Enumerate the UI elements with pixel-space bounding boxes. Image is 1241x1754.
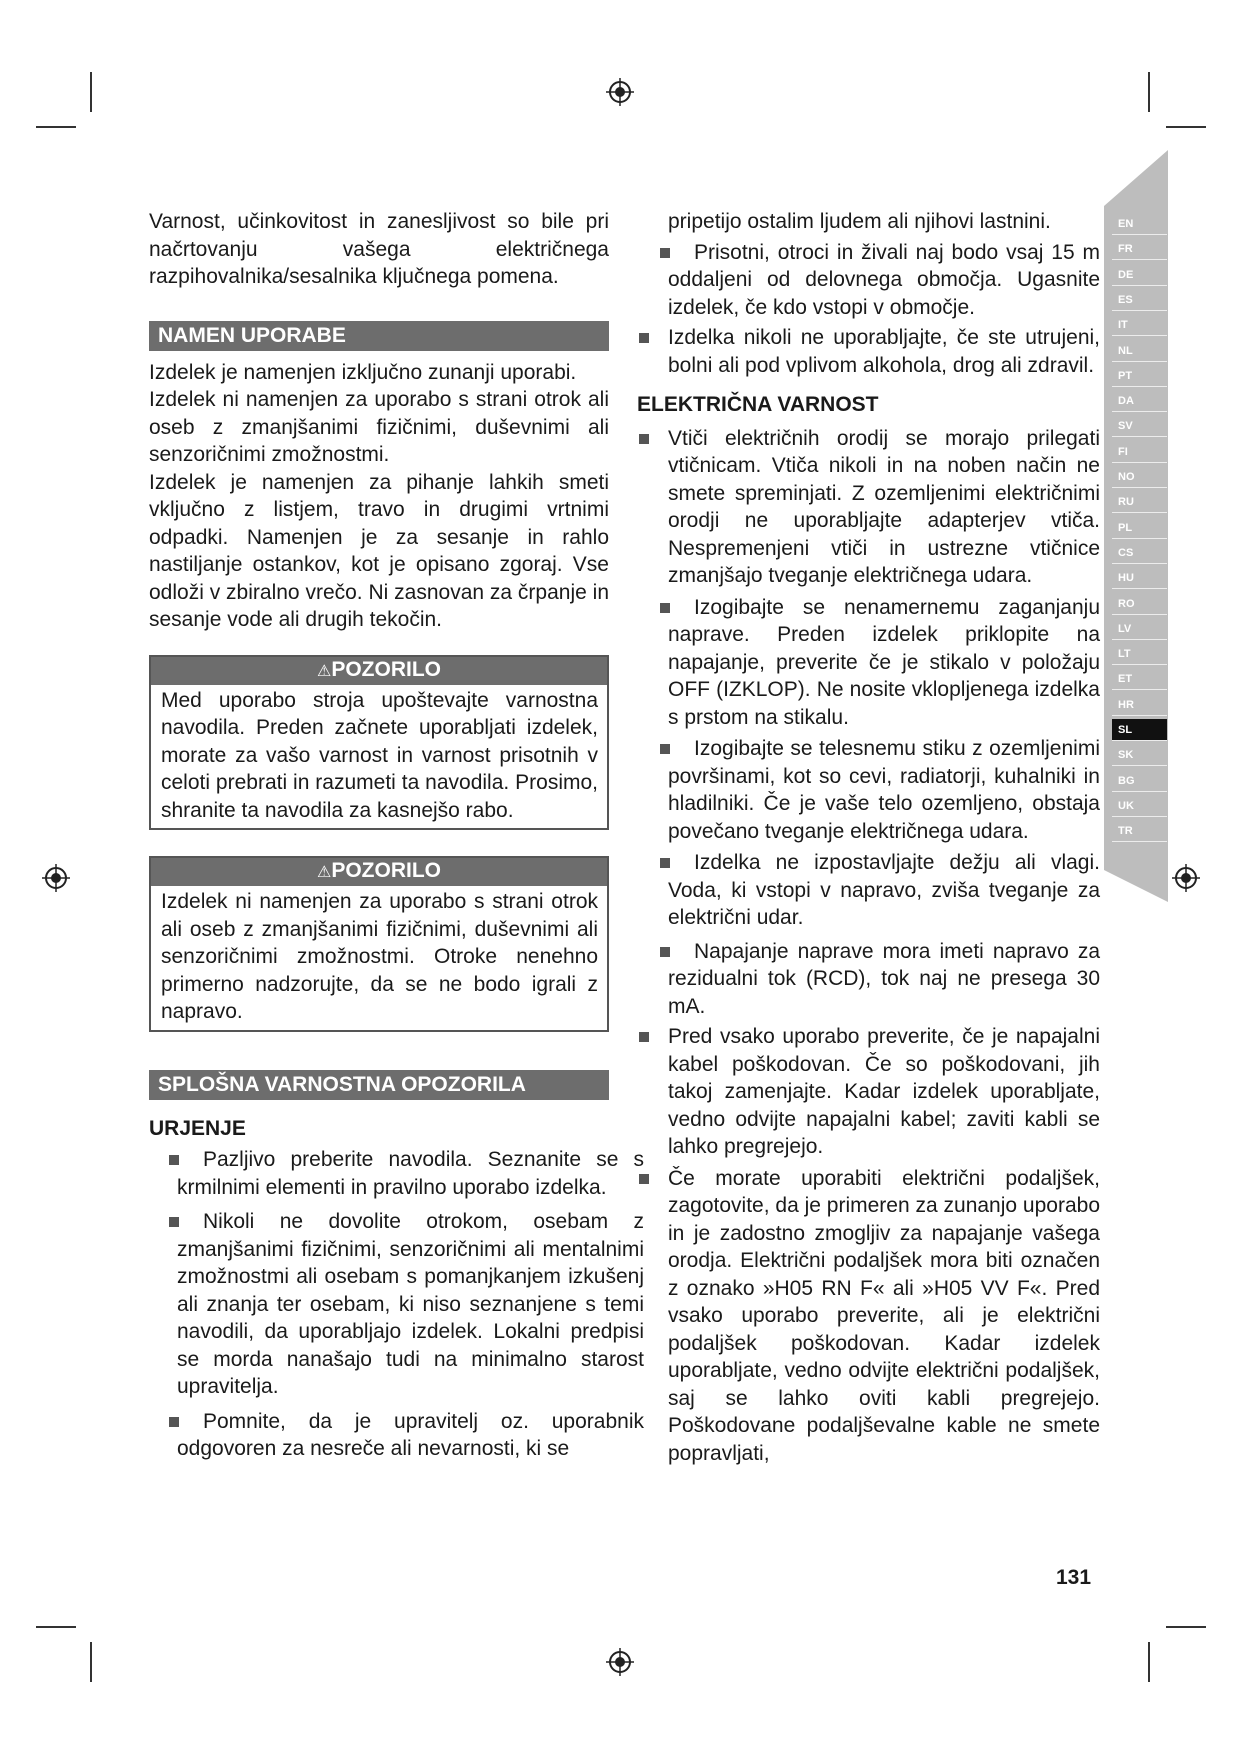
list-item: Pred vsako uporabo preverite, če je napajalni kabel poškodovan. Če so poškodovani, jih takoj zamenjajte. Kadar izdelek uporabljate, vedno odvijte napajalni kabel; zaviti kabli se lahko pregrejejo.	[637, 1023, 1100, 1161]
language-tab-lt[interactable]: LT	[1112, 643, 1167, 665]
crop-mark	[1148, 1642, 1150, 1682]
warning-text: Med uporabo stroja upoštevajte varnostna navodila. Preden začnete uporabljati izdelek, morate za vašo varnost in varnost prisotnih v celoti prebrati in razumeti ta navodila. Prosimo, shranite ta navodila za kasnejšo rabo.	[161, 688, 598, 822]
bullet-icon	[639, 1174, 649, 1184]
bullet-icon	[660, 744, 670, 754]
language-tab-pt[interactable]: PT	[1112, 365, 1167, 387]
namen-paragraph: Izdelek je namenjen za pihanje lahkih smeti vključno z listjem, travo in drugimi vrtnimi odpadki. Namenjen je za sesanje in rahlo nastiljanje ostankov, kot je opisano zgoraj. Vse odloži v zbiralno vrečo. Ni zasnovan za črpanje in sesanje vode ali drugih tekočin.	[149, 470, 609, 631]
crop-mark	[90, 1642, 92, 1682]
language-tab-lv[interactable]: LV	[1112, 618, 1167, 640]
continuation-text: pripetijo ostalim ljudem ali njihovi lastnini.	[668, 210, 1051, 233]
list-item: Vtiči električnih orodij se morajo prilegati vtičnicam. Vtiča nikoli in na noben način ne smete spreminjati. Z ozemljenimi električnimi orodji ne uporabljajte adapterjev vtiča. Nespremenjeni vtiči in ustrezne vtičnice zmanjšajo tveganje električnega udara.	[637, 425, 1100, 590]
warning-icon: ⚠	[316, 864, 332, 881]
list-item: Če morate uporabiti električni podaljšek, zagotovite, da je primeren za zunanjo uporabo in je zadostno zmogljiv za napajanje vašega orodja. Električni podaljšek mora biti označen z oznako »H05 RN F« ali »H05 VV F«. Pred vsako uporabo preverite, ali je električni podaljšek poškodovan. Kadar izdelek uporabljate, vedno odvijte električni podaljšek, saj se lahko oviti kabli pregrejejo. Poškodovane podaljševalne kable ne smete popravljati,	[637, 1165, 1100, 1468]
warning-title: POZORILO	[331, 859, 441, 882]
language-tab-en[interactable]: EN	[1112, 213, 1167, 235]
registration-mark-icon	[606, 1648, 634, 1676]
language-tab-sl[interactable]: SL	[1112, 719, 1167, 741]
subheading-urjenje: URJENJE	[149, 1116, 246, 1140]
language-tab-es[interactable]: ES	[1112, 289, 1167, 311]
crop-mark	[90, 72, 92, 112]
bullet-icon	[660, 603, 670, 613]
language-tab-uk[interactable]: UK	[1112, 795, 1167, 817]
left-column	[149, 208, 644, 1463]
language-tab-nl[interactable]: NL	[1112, 340, 1167, 362]
section-header-splosna: SPLOŠNA VARNOSTNA OPOZORILA	[149, 1070, 609, 1100]
bullet-icon	[660, 858, 670, 868]
list-item: Napajanje naprave mora imeti napravo za rezidualni tok (RCD), tok naj ne presega 30 mA.	[637, 938, 1100, 1021]
namen-paragraph: Izdelek je namenjen izključno zunanji uporabi.	[149, 360, 577, 384]
crop-mark	[36, 1626, 76, 1628]
list-item: Prisotni, otroci in živali naj bodo vsaj 15 m oddaljeni od delovnega območja. Ugasnite izdelek, če kdo vstopi v območje.	[637, 239, 1100, 322]
crop-mark	[1166, 126, 1206, 128]
language-tab-de[interactable]: DE	[1112, 264, 1167, 286]
language-tab-no[interactable]: NO	[1112, 466, 1167, 488]
warning-title: POZORILO	[331, 657, 441, 681]
bullet-icon	[169, 1155, 179, 1165]
language-tab-da[interactable]: DA	[1112, 390, 1167, 412]
crop-mark	[1148, 72, 1150, 112]
language-tab-pl[interactable]: PL	[1112, 517, 1167, 539]
list-item: Izogibajte se nenamernemu zaganjanju naprave. Preden izdelek priklopite na napajanje, preverite če je stikalo v položaju OFF (IZKLOP). Ne nosite vklopljenega izdelka s prstom na stikalu.	[637, 594, 1100, 732]
list-item: Pazljivo preberite navodila. Seznanite se s krmilnimi elementi in pravilno uporabo izdelka.	[149, 1146, 644, 1201]
language-tab-tr[interactable]: TR	[1112, 820, 1167, 842]
warning-text: Izdelek ni namenjen za uporabo s strani otrok ali oseb z zmanjšanimi fizičnimi, duševnimi ali senzoričnimi zmožnostmi. Otroke nenehno primerno nadzorujte, da se ne bodo igrali z napravo.	[161, 890, 598, 1023]
section-header-namen: NAMEN UPORABE	[149, 321, 609, 351]
crop-mark	[36, 126, 76, 128]
crop-mark	[1166, 1626, 1206, 1628]
language-tab-et[interactable]: ET	[1112, 668, 1167, 690]
language-tab-fr[interactable]: FR	[1112, 238, 1167, 260]
language-tab-it[interactable]: IT	[1112, 314, 1167, 336]
warning-box	[149, 856, 609, 1032]
namen-paragraph: Izdelek ni namenjen za uporabo s strani otrok ali oseb z zmanjšanimi fizičnimi, duševnimi ali senzoričnimi zmožnostmi.	[149, 388, 609, 466]
language-tab-hr[interactable]: HR	[1112, 694, 1167, 716]
language-tab-hu[interactable]: HU	[1112, 567, 1167, 589]
registration-mark-icon	[42, 864, 70, 892]
registration-mark-icon	[606, 78, 634, 106]
warning-icon: ⚠	[316, 662, 332, 680]
bullet-icon	[660, 248, 670, 258]
list-item: Pomnite, da je upravitelj oz. uporabnik odgovoren za nesreče ali nevarnosti, ki se	[149, 1408, 644, 1463]
bullet-icon	[169, 1417, 179, 1427]
language-tab-bg[interactable]: BG	[1112, 770, 1167, 792]
bullet-icon	[660, 947, 670, 957]
list-item: Izdelka ne izpostavljajte dežju ali vlagi. Voda, ki vstopi v napravo, zviša tveganje za električni udar.	[637, 849, 1100, 932]
list-item: Izogibajte se telesnemu stiku z ozemljenimi površinami, kot so cevi, radiatorji, kuhalniki in hladilniki. Če je vaše telo ozemljeno, obstaja povečano tveganje električnega udara.	[637, 735, 1100, 845]
list-item: Nikoli ne dovolite otrokom, osebam z zmanjšanimi fizičnimi, senzoričnimi ali mentalnimi zmožnostmi ali osebam s pomanjkanjem izkušenj ali znanja ter osebam, ki niso seznanjene s temi navodili, da uporabljajo izdelek. Lokalni predpisi se morda nanašajo tudi na minimalno starost upravitelja.	[149, 1208, 644, 1401]
language-tab-ro[interactable]: RO	[1112, 593, 1167, 615]
bullet-icon	[169, 1217, 179, 1227]
bullet-icon	[639, 434, 649, 444]
intro-text: Varnost, učinkovitost in zanesljivost so bile pri načrtovanju vašega električnega razpihovalnika/sesalnika ključnega pomena.	[149, 210, 609, 288]
language-tab-ru[interactable]: RU	[1112, 491, 1167, 513]
language-tab-fi[interactable]: FI	[1112, 441, 1167, 463]
warning-box	[149, 655, 609, 831]
bullet-icon	[639, 1032, 649, 1042]
language-tab-sk[interactable]: SK	[1112, 744, 1167, 766]
language-tab-sv[interactable]: SV	[1112, 415, 1167, 437]
subheading-elektricna: ELEKTRIČNA VARNOST	[637, 393, 879, 416]
language-tab-cs[interactable]: CS	[1112, 542, 1167, 564]
right-column	[637, 208, 1100, 1467]
page-number: 131	[1056, 1566, 1092, 1589]
registration-mark-icon	[1172, 864, 1200, 892]
list-item: Izdelka nikoli ne uporabljajte, če ste utrujeni, bolni ali pod vplivom alkohola, drog ali zdravil.	[637, 324, 1100, 379]
bullet-icon	[639, 333, 649, 343]
